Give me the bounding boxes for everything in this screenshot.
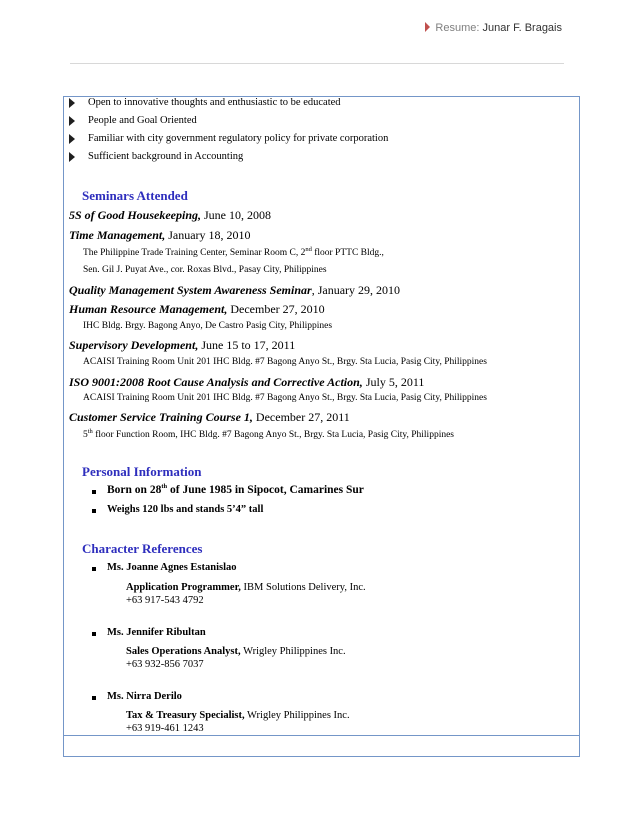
square-bullet-icon — [92, 490, 96, 494]
seminar-date: December 27, 2010 — [227, 302, 325, 316]
reference-position — [126, 582, 366, 593]
born-text: of June 1985 in Sipocot, Camarines Sur — [167, 484, 364, 496]
seminar-date: December 27, 2011 — [252, 410, 350, 424]
skill-item: Familiar with city government regulatory policy for private corporation — [88, 133, 389, 144]
header-name: Junar F. Bragais — [482, 22, 562, 34]
personal-born — [107, 484, 364, 496]
location-text: floor Function Room, IHC Bldg. #7 Bagong Anyo St., Brgy. Sta Lucia, Pasig City, Philippines — [92, 430, 454, 440]
skill-item: Sufficient background in Accounting — [88, 151, 244, 162]
references-heading: Character References — [82, 541, 203, 556]
seminar-location — [83, 427, 454, 440]
seminar-date: June 10, 2008 — [201, 208, 271, 222]
seminar-name: Quality Management System Awareness Seminar — [69, 283, 312, 297]
personal-weighs: Weighs 120 lbs and stands 5’4” tall — [107, 504, 264, 515]
born-text: Born on 28 — [107, 484, 162, 496]
seminar-entry — [69, 302, 325, 317]
reference-phone: +63 917-543 4792 — [126, 595, 204, 606]
seminar-date: July 5, 2011 — [362, 375, 425, 389]
bullet-arrow-icon — [69, 98, 75, 108]
seminar-location: ACAISI Training Room Unit 201 IHC Bldg. #7 Bagong Anyo St., Brgy. Sta Lucia, Pasig City, Philippines — [83, 393, 487, 403]
reference-phone: +63 919-461 1243 — [126, 723, 204, 734]
seminar-location: ACAISI Training Room Unit 201 IHC Bldg. #7 Bagong Anyo St., Brgy. Sta Lucia, Pasig City, Philippines — [83, 357, 487, 367]
triangle-bullet-icon — [425, 22, 430, 32]
seminar-entry — [69, 208, 271, 223]
reference-position — [126, 646, 346, 657]
frame-divider — [63, 735, 580, 736]
personal-heading: Personal Information — [82, 464, 202, 479]
location-superscript: nd — [305, 245, 312, 253]
header-divider — [70, 63, 564, 64]
bullet-arrow-icon — [69, 134, 75, 144]
position-title: Application Programmer, — [126, 582, 241, 593]
seminar-location — [83, 245, 384, 258]
page-header — [425, 22, 562, 34]
company-name: Wrigley Philippines Inc. — [244, 710, 350, 721]
reference-name: Ms. Jennifer Ribultan — [107, 627, 206, 638]
company-name: Wrigley Philippines Inc. — [240, 646, 346, 657]
seminar-entry — [69, 375, 424, 390]
location-text: 5 — [83, 430, 88, 440]
header-label: Resume: — [435, 22, 480, 34]
seminar-date: January 18, 2010 — [165, 228, 251, 242]
reference-name: Ms. Nirra Derilo — [107, 691, 182, 702]
seminar-date: June 15 to 17, 2011 — [198, 338, 296, 352]
seminar-entry — [69, 228, 251, 243]
seminar-name: ISO 9001:2008 Root Cause Analysis and Corrective Action, — [69, 375, 363, 389]
born-superscript: th — [161, 483, 168, 491]
seminar-location: IHC Bldg. Brgy. Bagong Anyo, De Castro Pasig City, Philippines — [83, 321, 333, 331]
reference-name: Ms. Joanne Agnes Estanislao — [107, 562, 237, 573]
square-bullet-icon — [92, 509, 96, 513]
seminar-name: Time Management, — [69, 228, 166, 242]
skill-item: People and Goal Oriented — [88, 115, 197, 126]
location-text: The Philippine Trade Training Center, Seminar Room C, 2 — [83, 248, 306, 258]
position-title: Tax & Treasury Specialist, — [126, 710, 245, 721]
reference-position — [126, 710, 350, 721]
reference-phone: +63 932-856 7037 — [126, 659, 204, 670]
bullet-arrow-icon — [69, 152, 75, 162]
seminars-heading: Seminars Attended — [82, 188, 188, 203]
seminar-name: Customer Service Training Course 1, — [69, 410, 253, 424]
square-bullet-icon — [92, 567, 96, 571]
seminar-entry — [69, 410, 350, 425]
seminar-entry — [69, 283, 400, 298]
square-bullet-icon — [92, 696, 96, 700]
location-superscript: th — [87, 427, 93, 435]
position-title: Sales Operations Analyst, — [126, 646, 241, 657]
skill-item: Open to innovative thoughts and enthusiastic to be educated — [88, 97, 341, 108]
seminar-name: 5S of Good Housekeeping, — [69, 208, 201, 222]
bullet-arrow-icon — [69, 116, 75, 126]
seminar-date: , January 29, 2010 — [311, 283, 401, 297]
location-text: floor PTTC Bldg., — [311, 248, 384, 258]
square-bullet-icon — [92, 632, 96, 636]
seminar-name: Human Resource Management, — [69, 302, 228, 316]
company-name: IBM Solutions Delivery, Inc. — [240, 582, 366, 593]
seminar-entry — [69, 338, 295, 353]
seminar-name: Supervisory Development, — [69, 338, 199, 352]
seminar-location: Sen. Gil J. Puyat Ave., cor. Roxas Blvd., Pasay City, Philippines — [83, 265, 327, 275]
